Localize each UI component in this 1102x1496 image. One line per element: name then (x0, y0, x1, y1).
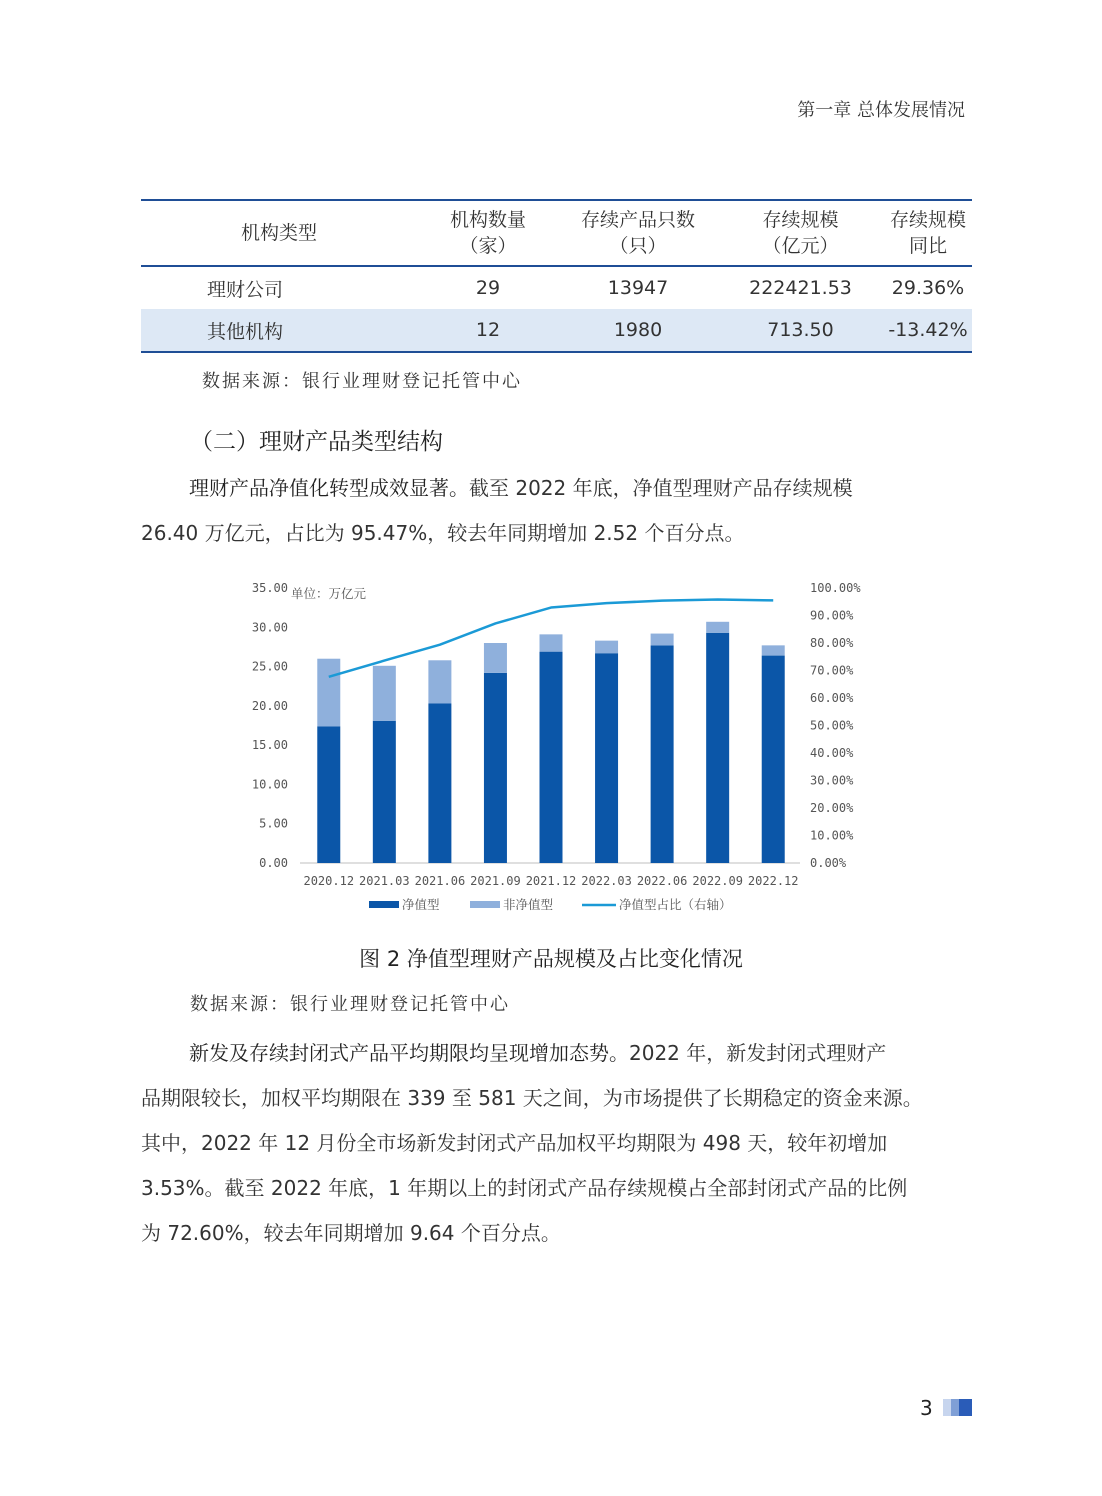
x-tick-label: 2022.09 (692, 874, 743, 888)
y-right-tick-label: 100.00% (810, 581, 861, 595)
col-header-scale: 存续规模 （亿元） (762, 209, 839, 257)
bar-net-value (762, 656, 785, 863)
bar-non-net-value (540, 634, 563, 651)
page-number: 3 (920, 1396, 933, 1420)
bar-net-value (595, 653, 618, 863)
col-header-yoy: 存续规模同比 (889, 209, 966, 257)
figure-caption: 图 2 净值型理财产品规模及占比变化情况 (359, 947, 743, 971)
bar-non-net-value (595, 641, 618, 654)
col-header-type: 机构类型 (240, 222, 317, 244)
table-cell: 13947 (607, 277, 669, 299)
bar-net-value (428, 704, 451, 864)
y-left-tick-label: 0.00 (259, 856, 288, 870)
x-tick-label: 2021.03 (359, 874, 410, 888)
paragraph-text: 3.53%。截至 2022 年底，1 年期以上的封闭式产品存续规模占全部封闭式产品的比例 (141, 1176, 908, 1200)
y-left-tick-label: 5.00 (259, 816, 288, 831)
y-right-tick-label: 90.00% (810, 608, 854, 623)
bar-non-net-value (373, 666, 396, 721)
bar-non-net-value (428, 660, 451, 703)
x-tick-label: 2022.06 (636, 874, 688, 888)
table-cell: 1980 (613, 319, 663, 341)
table-cell: 29 (475, 277, 501, 299)
table-cell: 222421.53 (749, 277, 852, 299)
paragraph-lead: 理财产品净值化转型成效显著。 (189, 476, 469, 500)
table-cell: 理财公司 (207, 278, 284, 301)
col-header-products: 存续产品只数 （只） (580, 209, 695, 257)
bar-non-net-value (762, 645, 785, 655)
y-left-tick-label: 25.00 (251, 659, 288, 674)
y-right-tick-label: 80.00% (810, 636, 854, 650)
bar-non-net-value (706, 622, 729, 633)
paragraph-text: 为 72.60%，较去年同期增加 9.64 个百分点。 (141, 1221, 561, 1245)
x-tick-label: 2022.03 (581, 874, 632, 888)
paragraph-lead: 新发及存续封闭式产品平均期限均呈现增加态势。 (189, 1041, 629, 1065)
chart-source-note: 数据来源：银行业理财登记托管中心 (190, 994, 510, 1015)
legend-label: 净值型占比（右轴） (619, 897, 732, 912)
table-cell: 29.36% (891, 277, 965, 299)
net-value-chart (240, 574, 880, 924)
institution-table (141, 199, 972, 353)
table-source-note: 数据来源：银行业理财登记托管中心 (202, 371, 522, 392)
footer-decor-bar (943, 1399, 951, 1416)
table-header-row (141, 200, 972, 266)
chapter-header: 第一章 总体发展情况 (797, 100, 965, 121)
bar-non-net-value (651, 634, 674, 646)
footer-decor-bar (959, 1399, 972, 1416)
paragraph-net-value (141, 466, 972, 556)
bar-net-value (484, 673, 507, 863)
y-right-tick-label: 60.00% (810, 691, 854, 705)
paragraph-text: 品期限较长，加权平均期限在 339 至 581 天之间，为市场提供了长期稳定的资金来源。 (141, 1086, 923, 1110)
paragraph-text: 其中，2022 年 12 月份全市场新发封闭式产品加权平均期限为 498 天，较年初增加 (141, 1131, 888, 1155)
y-right-tick-label: 30.00% (810, 773, 854, 788)
x-tick-label: 2022.12 (747, 874, 799, 888)
footer-decor-bar (951, 1399, 959, 1416)
y-left-tick-label: 30.00 (251, 620, 288, 635)
col-header-count: 机构数量 （家） (449, 209, 526, 257)
table-cell: 12 (475, 319, 501, 341)
legend-swatch-net-value (369, 901, 399, 908)
table-cell: -13.42% (888, 319, 968, 341)
table-row (141, 309, 972, 352)
bar-non-net-value (317, 659, 340, 727)
y-left-tick-label: 10.00 (251, 777, 288, 792)
bar-non-net-value (484, 643, 507, 673)
x-tick-label: 2021.12 (525, 874, 577, 888)
y-right-tick-label: 50.00% (810, 718, 854, 733)
x-tick-label: 2021.06 (414, 874, 466, 888)
section-title: （二）理财产品类型结构 (190, 429, 443, 455)
unit-label: 单位：万亿元 (291, 586, 367, 601)
y-left-tick-label: 15.00 (251, 738, 288, 753)
bar-net-value (540, 652, 563, 863)
bar-net-value (373, 721, 396, 863)
y-right-tick-label: 70.00% (810, 663, 854, 678)
y-right-tick-label: 20.00% (810, 801, 854, 815)
paragraph-text: 26.40 万亿元，占比为 95.47%，较去年同期增加 2.52 个百分点。 (141, 521, 745, 545)
x-tick-label: 2020.12 (303, 874, 355, 888)
y-right-tick-label: 0.00% (810, 856, 847, 870)
x-tick-label: 2021.09 (470, 874, 521, 888)
table-cell: 713.50 (767, 319, 834, 341)
paragraph-text: 截至 2022 年底，净值型理财产品存续规模 (469, 476, 853, 500)
table-cell: 其他机构 (207, 320, 284, 343)
y-left-tick-label: 20.00 (251, 698, 288, 713)
bar-net-value (651, 645, 674, 863)
paragraph-text: 2022 年，新发封闭式理财产 (629, 1041, 887, 1065)
y-right-tick-label: 40.00% (810, 746, 854, 760)
y-right-tick-label: 10.00% (810, 828, 854, 843)
y-left-tick-label: 35.00 (251, 581, 288, 595)
legend-label: 非净值型 (503, 897, 554, 912)
legend-label: 净值型 (402, 897, 440, 912)
legend-swatch-non-net-value (470, 901, 500, 908)
table-row (141, 266, 972, 309)
bar-net-value (706, 633, 729, 863)
bar-net-value (317, 726, 340, 863)
paragraph-closed-products (141, 1031, 972, 1256)
